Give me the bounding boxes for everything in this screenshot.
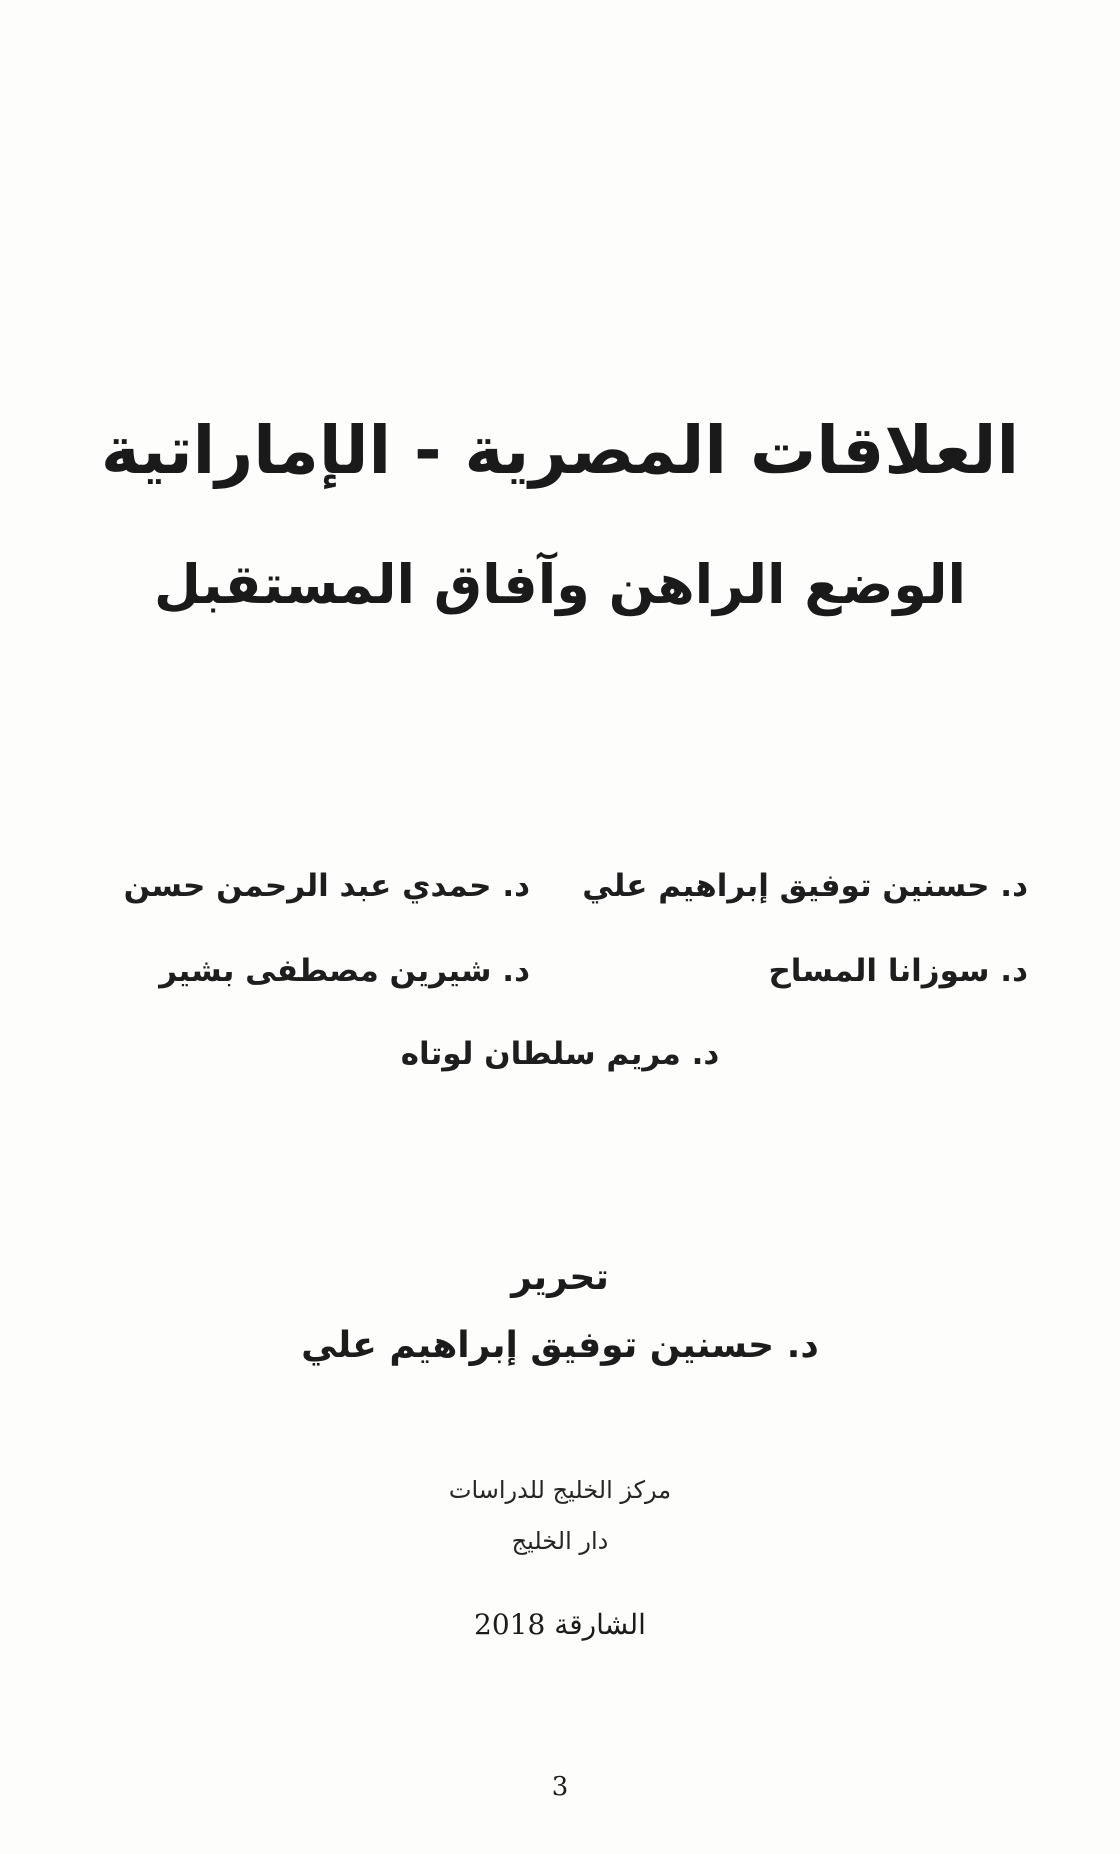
editor-name: د. حسنين توفيق إبراهيم علي <box>301 1325 819 1366</box>
author-3: د. سوزانا المساح <box>768 953 1028 989</box>
editor-label: تحرير <box>511 1257 609 1298</box>
page-number: 3 <box>551 1772 569 1802</box>
place-year: الشارقة 2018 <box>474 1608 646 1641</box>
book-title: العلاقات المصرية - الإماراتية <box>100 412 1020 489</box>
author-5: د. مريم سلطان لوتاه <box>400 1036 720 1072</box>
author-4: د. شيرين مصطفى بشير <box>159 953 530 989</box>
book-subtitle: الوضع الراهن وآفاق المستقبل <box>153 553 967 616</box>
publisher-house: دار الخليج <box>511 1527 609 1555</box>
author-1: د. حسنين توفيق إبراهيم علي <box>582 868 1028 904</box>
publisher-center: مركز الخليج للدراسات <box>448 1476 672 1504</box>
author-2: د. حمدي عبد الرحمن حسن <box>123 868 530 904</box>
